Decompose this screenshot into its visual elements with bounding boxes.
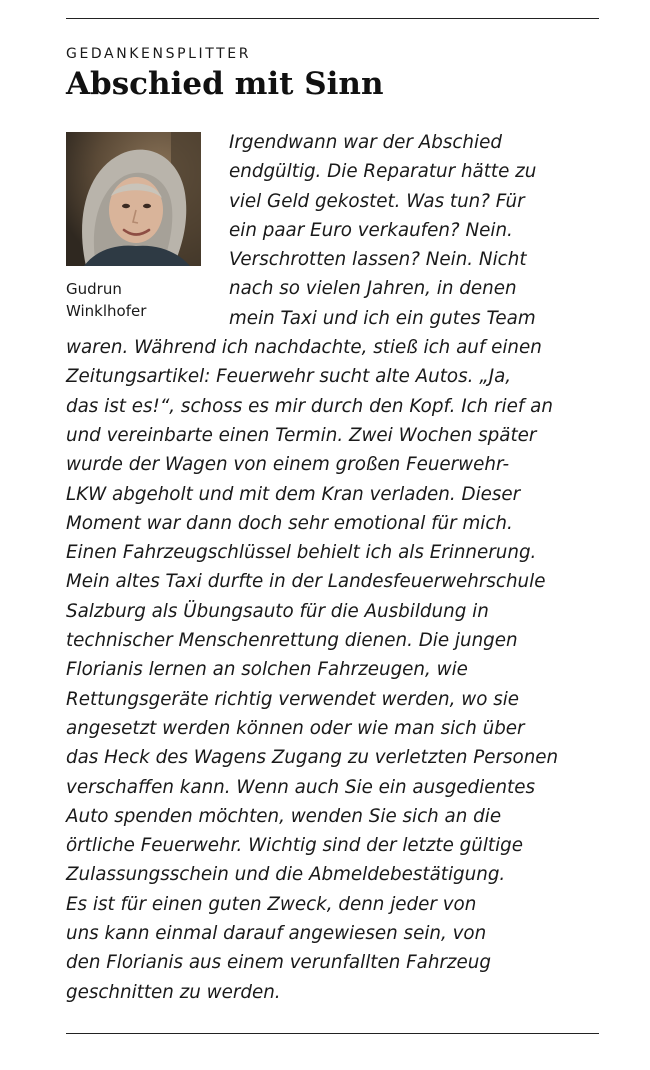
body-line: endgültig. Die Reparatur hätte zu — [229, 161, 537, 183]
article-headline: Abschied mit Sinn — [66, 66, 384, 102]
body-line: örtliche Feuerwehr. Wichtig sind der letzte gültige — [66, 835, 524, 857]
author-last-name: Winklhofer — [66, 302, 147, 320]
body-line: uns kann einmal darauf angewiesen sein, von — [66, 923, 487, 945]
body-line: Rettungsgeräte richtig verwendet werden, wo sie — [66, 688, 520, 710]
body-line: Salzburg als Übungsauto für die Ausbildung in — [66, 600, 489, 622]
body-line: verschaffen kann. Wenn auch Sie ein ausgedientes — [66, 776, 536, 798]
body-line: Es ist für einen guten Zweck, denn jeder von — [66, 893, 477, 915]
body-line: Florianis lernen an solchen Fahrzeugen, wie — [66, 659, 468, 681]
body-line: LKW abgeholt und mit dem Kran verladen. Dieser — [66, 483, 521, 505]
body-line: geschnitten zu werden. — [66, 981, 281, 1003]
body-line: nach so vielen Jahren, in denen — [229, 278, 517, 300]
body-line: waren. Während ich nachdachte, stieß ich auf einen — [66, 337, 542, 359]
body-line: Moment war dann doch sehr emotional für mich. — [66, 512, 513, 534]
body-line: ein paar Euro verkaufen? Nein. — [229, 219, 513, 241]
body-line: Zeitungsartikel: Feuerwehr sucht alte Autos. „Ja, — [66, 366, 512, 388]
body-line: technischer Menschenrettung dienen. Die jungen — [66, 630, 518, 652]
body-line: mein Taxi und ich ein gutes Team — [229, 307, 536, 329]
body-line: Mein altes Taxi durfte in der Landesfeuerwehrschule — [66, 571, 546, 593]
bottom-divider — [66, 1033, 599, 1034]
body-line: Irgendwann war der Abschied — [229, 132, 502, 153]
body-line: Verschrotten lassen? Nein. Nicht — [229, 249, 527, 271]
body-line: viel Geld gekostet. Was tun? Für — [229, 190, 525, 212]
author-first-name: Gudrun — [66, 280, 122, 298]
body-line: Zulassungsschein und die Abmeldebestätigung. — [66, 864, 506, 886]
article-body — [66, 128, 606, 1007]
body-line: Auto spenden möchten, wenden Sie sich an die — [66, 805, 502, 827]
body-line: den Florianis aus einem verunfallten Fahrzeug — [66, 952, 491, 974]
body-line: das Heck des Wagens Zugang zu verletzten Personen — [66, 747, 559, 769]
body-line: das ist es!“, schoss es mir durch den Kopf. Ich rief an — [66, 395, 553, 417]
body-line: wurde der Wagen von einem großen Feuerwehr- — [66, 454, 510, 476]
body-line: Einen Fahrzeugschlüssel behielt ich als Erinnerung. — [66, 542, 537, 564]
section-kicker: GEDANKENSPLITTER — [66, 46, 252, 62]
body-line: und vereinbarte einen Termin. Zwei Wochen später — [66, 424, 537, 446]
body-line: angesetzt werden können oder wie man sich über — [66, 717, 525, 739]
top-divider — [66, 18, 599, 19]
